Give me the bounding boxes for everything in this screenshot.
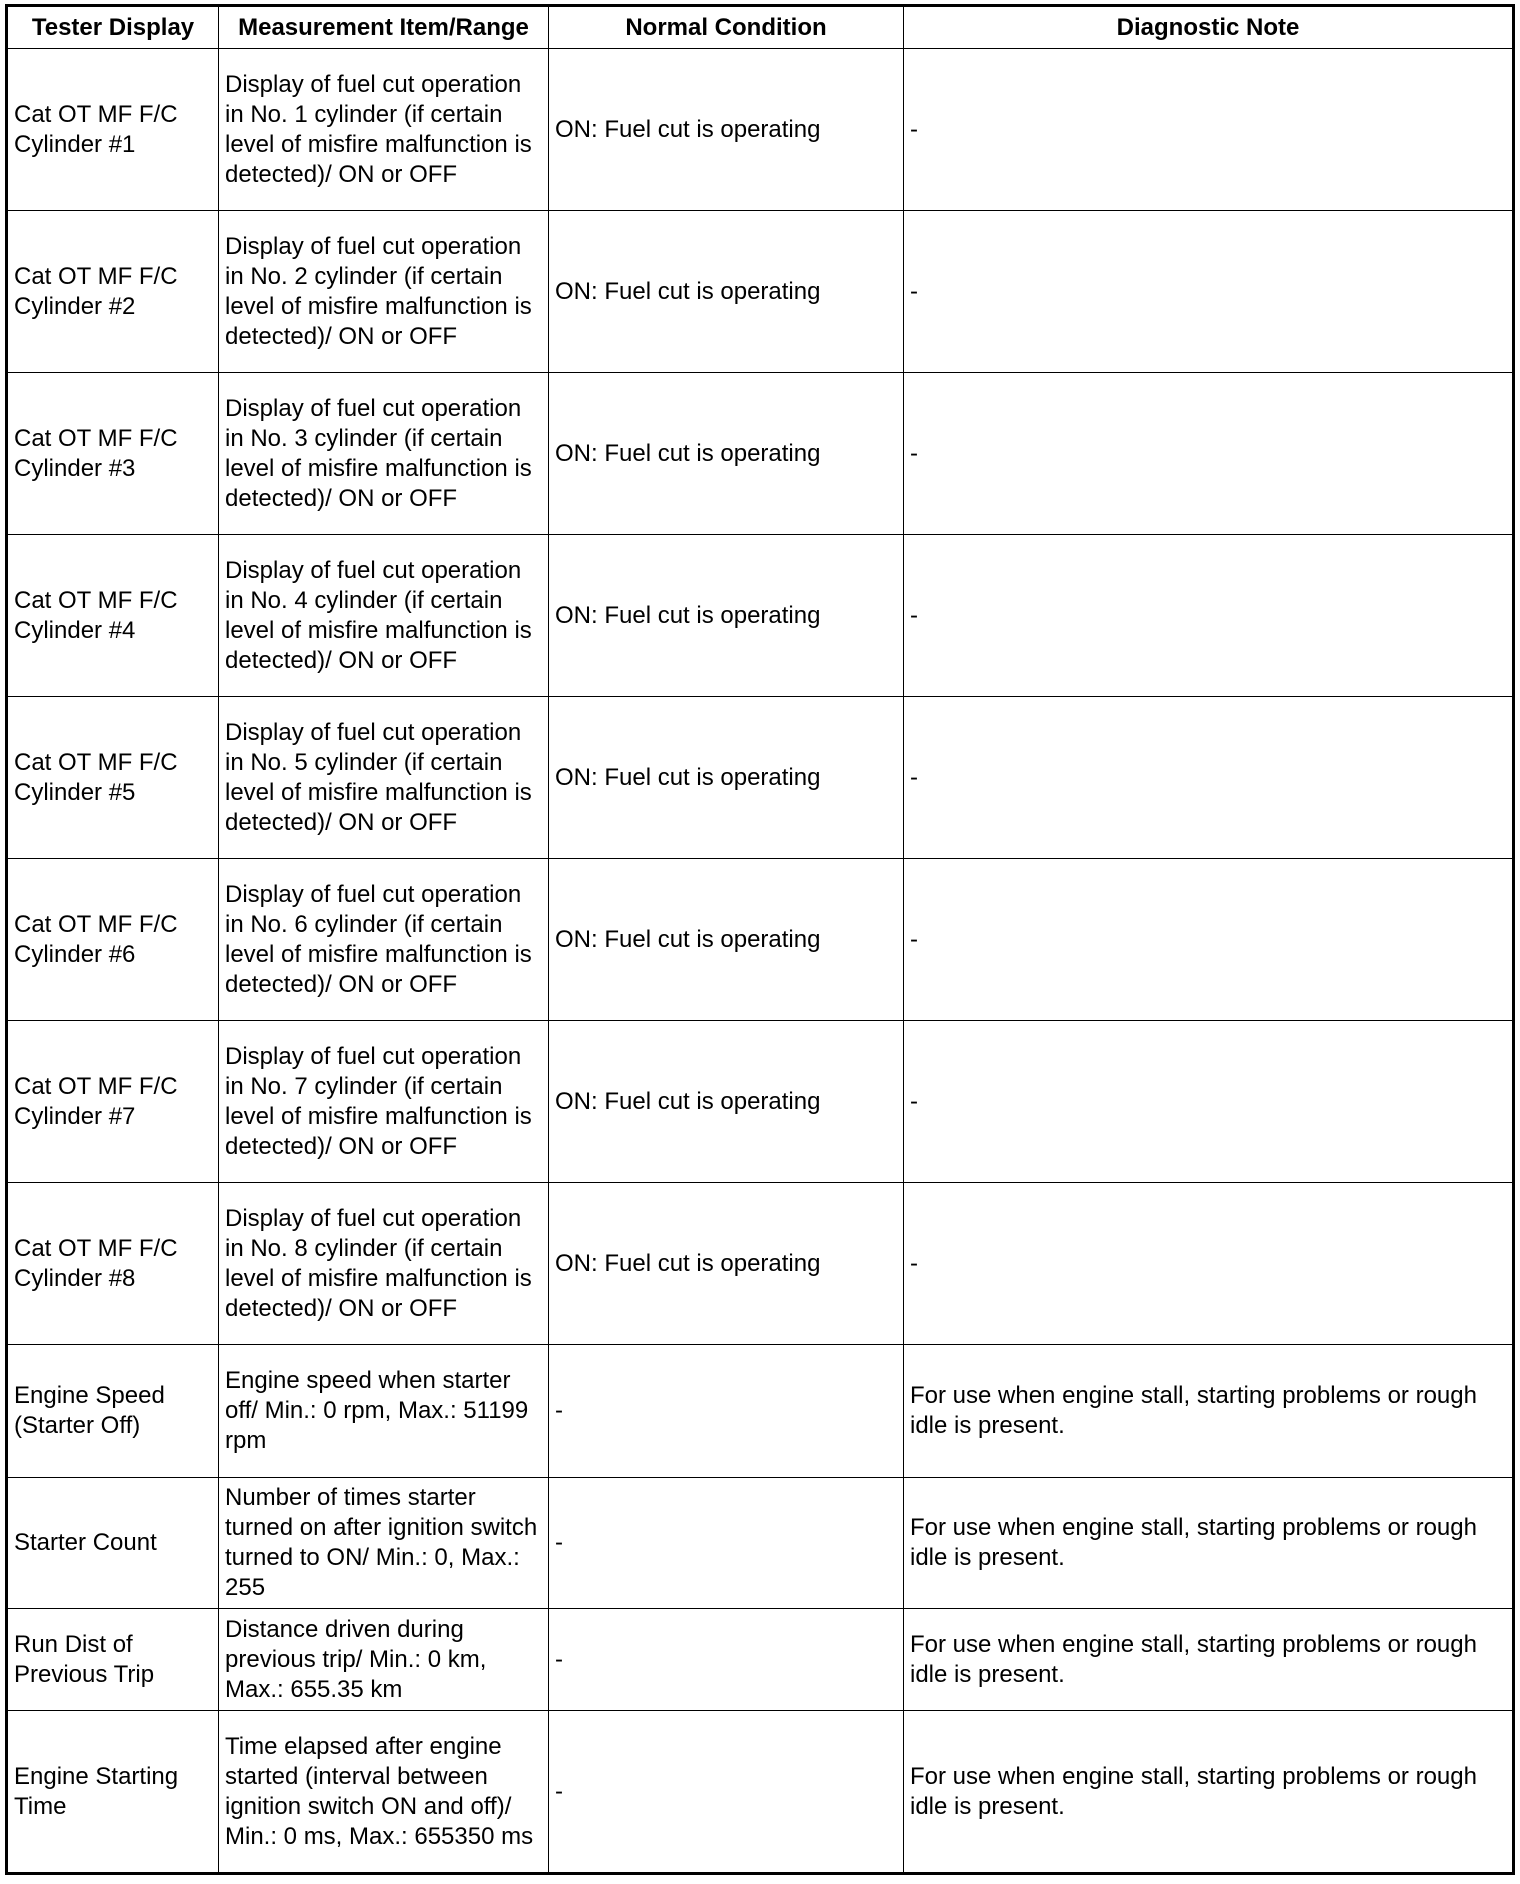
table-row: [7, 1345, 1514, 1478]
tester-display-cell: Run Dist of Previous Trip: [7, 1609, 219, 1711]
tester-display-cell: Cat OT MF F/C Cylinder #1: [7, 49, 219, 211]
table-row: [7, 1609, 1514, 1711]
measurement-cell: Engine speed when starter off/ Min.: 0 rpm, Max.: 51199 rpm: [219, 1345, 549, 1478]
header-diagnostic-note: Diagnostic Note: [904, 6, 1514, 49]
tester-display-cell: Cat OT MF F/C Cylinder #4: [7, 535, 219, 697]
normal-condition-cell: ON: Fuel cut is operating: [549, 373, 904, 535]
normal-condition-cell: ON: Fuel cut is operating: [549, 859, 904, 1021]
tester-display-cell: Cat OT MF F/C Cylinder #3: [7, 373, 219, 535]
header-normal-condition: Normal Condition: [549, 6, 904, 49]
measurement-cell: Display of fuel cut operation in No. 6 cylinder (if certain level of misfire malfunction is detected)/ ON or OFF: [219, 859, 549, 1021]
tester-display-cell: Engine Starting Time: [7, 1711, 219, 1874]
table-row: [7, 1711, 1514, 1874]
diagnostic-note-cell: For use when engine stall, starting problems or rough idle is present.: [904, 1711, 1514, 1874]
measurement-cell: Display of fuel cut operation in No. 3 cylinder (if certain level of misfire malfunction is detected)/ ON or OFF: [219, 373, 549, 535]
table-row: [7, 1021, 1514, 1183]
diagnostic-note-cell: -: [904, 859, 1514, 1021]
measurement-cell: Display of fuel cut operation in No. 2 cylinder (if certain level of misfire malfunction is detected)/ ON or OFF: [219, 211, 549, 373]
tester-display-cell: Cat OT MF F/C Cylinder #8: [7, 1183, 219, 1345]
measurement-cell: Distance driven during previous trip/ Min.: 0 km, Max.: 655.35 km: [219, 1609, 549, 1711]
tester-display-cell: Starter Count: [7, 1478, 219, 1609]
diagnostic-note-cell: -: [904, 49, 1514, 211]
tester-display-cell: Cat OT MF F/C Cylinder #2: [7, 211, 219, 373]
table-row: [7, 373, 1514, 535]
diagnostic-note-cell: For use when engine stall, starting problems or rough idle is present.: [904, 1609, 1514, 1711]
measurement-cell: Display of fuel cut operation in No. 4 cylinder (if certain level of misfire malfunction is detected)/ ON or OFF: [219, 535, 549, 697]
normal-condition-cell: -: [549, 1345, 904, 1478]
tester-display-cell: Cat OT MF F/C Cylinder #6: [7, 859, 219, 1021]
measurement-cell: Time elapsed after engine started (interval between ignition switch ON and off)/ Min.: 0 ms, Max.: 655350 ms: [219, 1711, 549, 1874]
header-row: [7, 6, 1514, 49]
diagnostic-note-cell: -: [904, 697, 1514, 859]
table-row: [7, 49, 1514, 211]
table-row: [7, 1183, 1514, 1345]
normal-condition-cell: -: [549, 1711, 904, 1874]
table-row: [7, 697, 1514, 859]
normal-condition-cell: -: [549, 1609, 904, 1711]
measurement-cell: Number of times starter turned on after ignition switch turned to ON/ Min.: 0, Max.: 255: [219, 1478, 549, 1609]
table-row: [7, 211, 1514, 373]
normal-condition-cell: ON: Fuel cut is operating: [549, 49, 904, 211]
normal-condition-cell: ON: Fuel cut is operating: [549, 697, 904, 859]
normal-condition-cell: ON: Fuel cut is operating: [549, 211, 904, 373]
normal-condition-cell: ON: Fuel cut is operating: [549, 1021, 904, 1183]
measurement-cell: Display of fuel cut operation in No. 8 cylinder (if certain level of misfire malfunction is detected)/ ON or OFF: [219, 1183, 549, 1345]
table-row: [7, 1478, 1514, 1609]
header-tester-display: Tester Display: [7, 6, 219, 49]
measurement-cell: Display of fuel cut operation in No. 5 cylinder (if certain level of misfire malfunction is detected)/ ON or OFF: [219, 697, 549, 859]
tester-display-cell: Engine Speed (Starter Off): [7, 1345, 219, 1478]
diagnostic-note-cell: For use when engine stall, starting problems or rough idle is present.: [904, 1345, 1514, 1478]
diagnostic-note-cell: -: [904, 373, 1514, 535]
header-measurement-item-range: Measurement Item/Range: [219, 6, 549, 49]
measurement-cell: Display of fuel cut operation in No. 7 cylinder (if certain level of misfire malfunction is detected)/ ON or OFF: [219, 1021, 549, 1183]
table-row: [7, 535, 1514, 697]
normal-condition-cell: ON: Fuel cut is operating: [549, 1183, 904, 1345]
normal-condition-cell: -: [549, 1478, 904, 1609]
tester-display-cell: Cat OT MF F/C Cylinder #7: [7, 1021, 219, 1183]
diagnostic-note-cell: -: [904, 211, 1514, 373]
normal-condition-cell: ON: Fuel cut is operating: [549, 535, 904, 697]
diagnostic-note-cell: -: [904, 1021, 1514, 1183]
tester-display-cell: Cat OT MF F/C Cylinder #5: [7, 697, 219, 859]
data-list-table: [5, 4, 1515, 1875]
measurement-cell: Display of fuel cut operation in No. 1 cylinder (if certain level of misfire malfunction is detected)/ ON or OFF: [219, 49, 549, 211]
table-row: [7, 859, 1514, 1021]
diagnostic-note-cell: -: [904, 1183, 1514, 1345]
diagnostic-note-cell: -: [904, 535, 1514, 697]
diagnostic-note-cell: For use when engine stall, starting problems or rough idle is present.: [904, 1478, 1514, 1609]
